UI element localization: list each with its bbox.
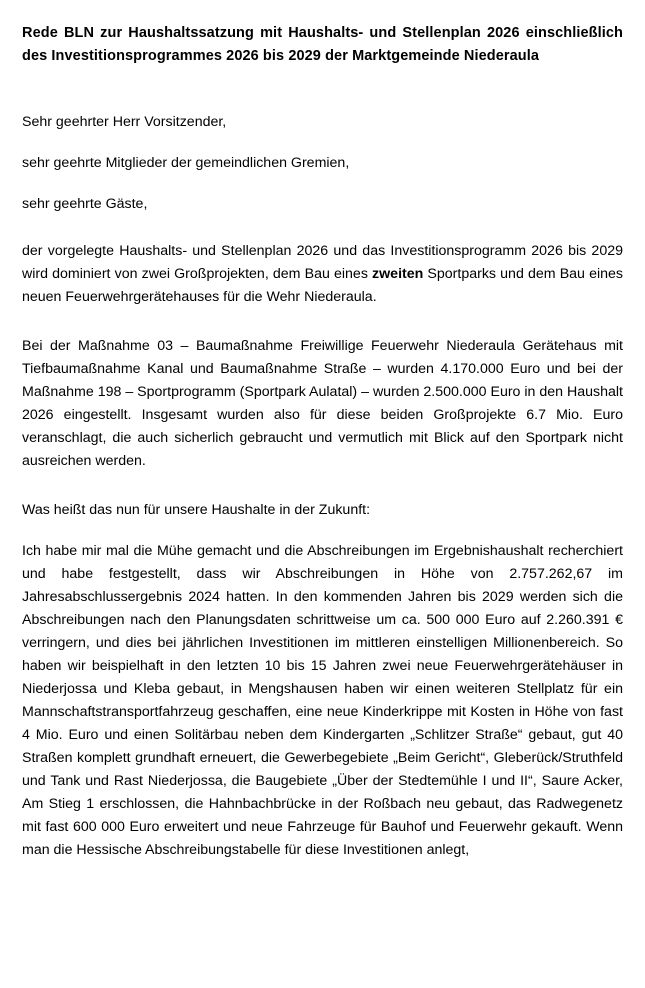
salutation-line-2: sehr geehrte Mitglieder der gemeindlichen Gremien, — [22, 154, 350, 171]
salutation-line-1: Sehr geehrter Herr Vorsitzender, — [22, 113, 227, 130]
paragraph-massnahmen: Bei der Maßnahme 03 – Baumaßnahme Freiwillige Feuerwehr Niederaula Gerätehaus mit Tiefbaumaßnahme Kanal und Baumaßnahme Straße – wurden 4.170.000 Euro und bei der Maßnahme 198 – Sportprogramm (Sportpark Aulatal) – wurden 2.500.000 Euro in den Haushalt 2026 eingestellt. Insgesamt wurden also für diese beiden Großprojekte 6.7 Mio. Euro veranschlagt, die auch sicherlich gebraucht und vermutlich mit Blick auf den Sportpark nicht ausreichen werden. — [22, 337, 623, 469]
paragraph-abschreibungen: Ich habe mir mal die Mühe gemacht und die Abschreibungen im Ergebnishaushalt recherchiert und habe festgestellt, dass wir Abschreibungen in Höhe von 2.757.262,67 im Jahresabschlussergebnis 2024 hatten. In den kommenden Jahren bis 2029 werden sich die Abschreibungen nach den Planungsdaten schrittweise um ca. 500 000 Euro auf 2.260.391 € verringern, und dies bei jährlichen Investitionen im mittleren einstelligen Millionenbereich. So haben wir beispielhaft in den letzten 10 bis 15 Jahren zwei neue Feuerwehrgerätehäuser in Niederjossa und Kleba gebaut, in Mengshausen haben wir einen weiteren Stellplatz für ein Mannschaftstransportfahrzeug geschaffen, eine neue Kinderkrippe mit Kosten in Höhe von fast 4 Mio. Euro und einen Solitärbau neben dem Kindergarten „Schlitzer Straße“ gebaut, gut 40 Straßen komplett grundhaft erneuert, die Gewerbegebiete „Beim Gericht“, Gleberück/Struthfeld und Tank und Rast Niederjossa, die Baugebiete „Über der Stedtemühle I und II“, Saure Acker, Am Stieg 1 erschlossen, die Hahnbachbrücke in der Roßbach neu gebaut, das Radwegenetz mit fast 600 000 Euro erweitert und neue Fahrzeuge für Bauhof und Feuerwehr gekauft. Wenn man die Hessische Abschreibungstabelle für diese Investitionen anlegt, — [22, 542, 623, 858]
document-title: Rede BLN zur Haushaltssatzung mit Haushalts- und Stellenplan 2026 einschließlich des Investitionsprogrammes 2026 bis 2029 der Marktgemeinde Niederaula — [22, 25, 623, 65]
paragraph-intro: der vorgelegte Haushalts- und Stellenplan 2026 und das Investitionsprogramm 2026 bis 2029 wird dominiert von zwei Großprojekten, dem Bau eines zweiten Sportparks und dem Bau eines neuen Feuerwehrgerätehauses für die Wehr Niederaula. — [22, 242, 623, 305]
paragraph-frage: Was heißt das nun für unsere Haushalte in der Zukunft: — [22, 501, 371, 518]
salutation-line-3: sehr geehrte Gäste, — [22, 195, 148, 212]
